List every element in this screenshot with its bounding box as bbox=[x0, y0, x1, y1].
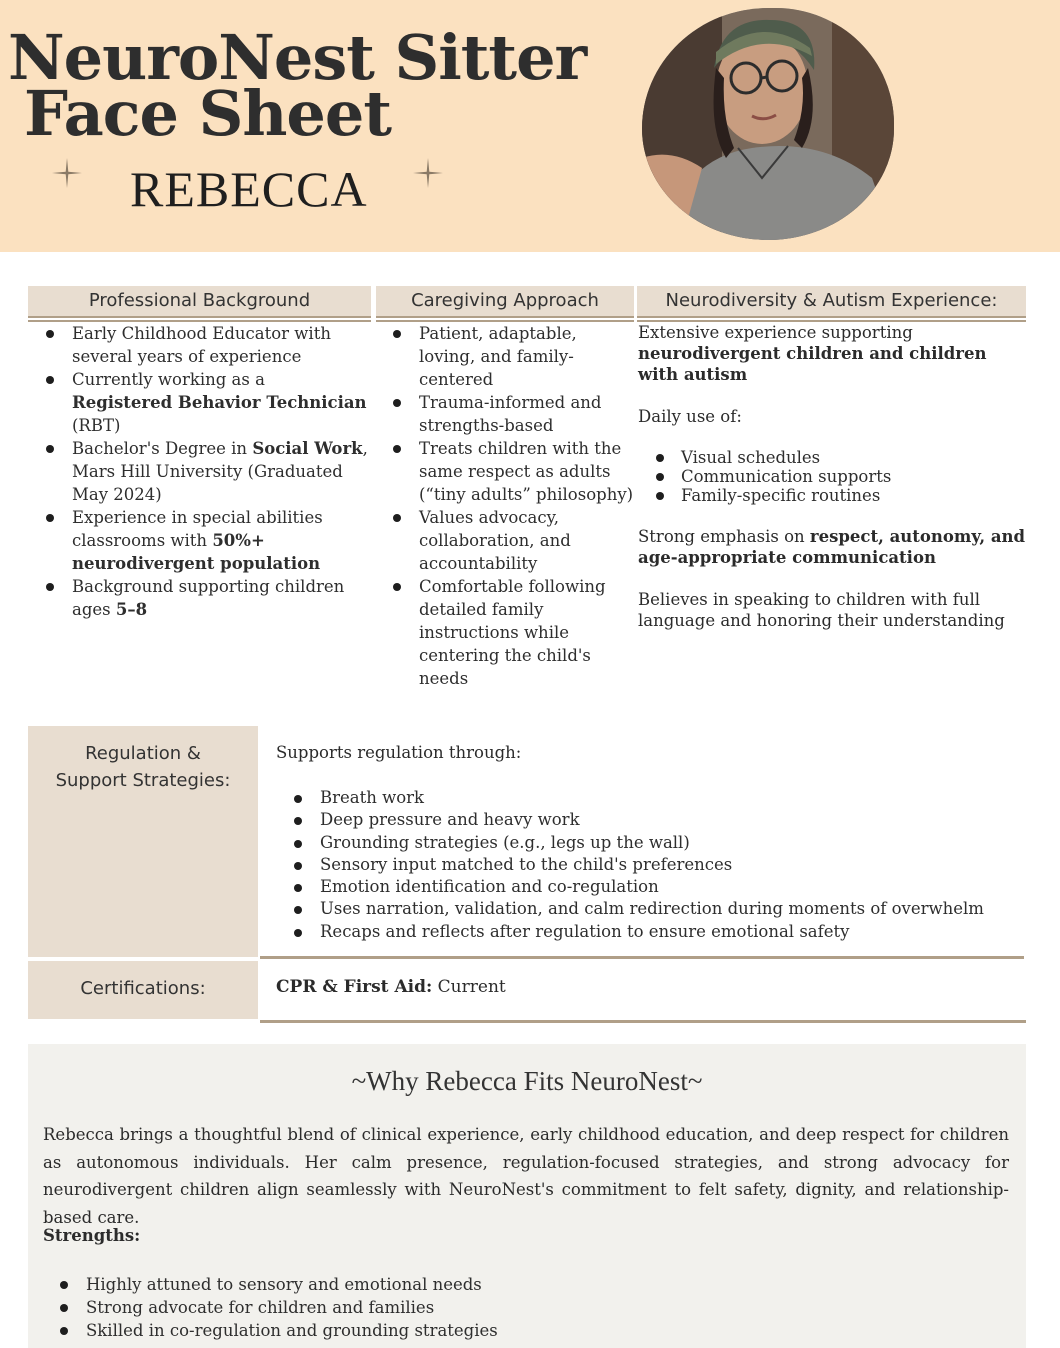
list-item: Early Childhood Educator with several years of experience bbox=[28, 322, 368, 368]
list-item: Patient, adaptable, loving, and family-centered bbox=[375, 322, 637, 391]
header-banner bbox=[0, 0, 1060, 252]
why-title: ~Why Rebecca Fits NeuroNest~ bbox=[351, 1066, 703, 1096]
regulation-intro: Supports regulation through: bbox=[276, 743, 522, 762]
emphasis-text: Strong emphasis on respect, autonomy, and age-appropriate communication bbox=[638, 527, 1026, 567]
sparkle-icon bbox=[413, 158, 443, 188]
title-line-1: NeuroNest Sitter bbox=[8, 21, 587, 94]
section-heading-neurodiversity: Neurodiversity & Autism Experience: bbox=[637, 286, 1026, 316]
regulation-section bbox=[276, 742, 1026, 943]
list-item: Emotion identification and co-regulation bbox=[276, 876, 1026, 898]
list-item: Communication supports bbox=[638, 467, 1030, 486]
professional-list bbox=[28, 322, 368, 621]
list-item: Treats children with the same respect as adults (“tiny adults” philosophy) bbox=[375, 437, 637, 506]
sitter-photo bbox=[642, 8, 894, 240]
divider bbox=[260, 956, 1024, 959]
caregiving-approach-section bbox=[375, 322, 637, 690]
list-item: Experience in special abilities classrooms with 50%+ neurodivergent population bbox=[28, 506, 368, 575]
neurodiversity-section bbox=[638, 322, 1030, 652]
list-item: Skilled in co-regulation and grounding strategies bbox=[43, 1319, 498, 1342]
daily-use-list bbox=[638, 448, 1030, 505]
list-item: Family-specific routines bbox=[638, 486, 1030, 505]
why-section bbox=[28, 1044, 1026, 1348]
certifications-label: Certifications: bbox=[28, 961, 258, 1019]
list-item: Background supporting children ages 5–8 bbox=[28, 575, 368, 621]
experience-intro: Extensive experience supporting neurodivergent children and children with autism bbox=[638, 323, 987, 384]
title-line-2: Face Sheet bbox=[24, 77, 391, 150]
list-item: Trauma-informed and strengths-based bbox=[375, 391, 637, 437]
list-item: Deep pressure and heavy work bbox=[276, 809, 1026, 831]
section-heading-professional: Professional Background bbox=[28, 286, 371, 316]
regulation-label: Regulation & Support Strategies: bbox=[28, 726, 258, 958]
professional-background-section bbox=[28, 322, 368, 621]
list-item: Grounding strategies (e.g., legs up the wall) bbox=[276, 832, 1026, 854]
sparkle-icon bbox=[52, 158, 82, 188]
why-paragraph: Rebecca brings a thoughtful blend of clinical experience, early childhood education, and deep respect for children as autonomous individuals. Her calm presence, regulation-focused strategies, and strong advocacy for neurodivergent children align seamlessly with NeuroNest's commitment to felt safety, dignity, and relationship-based care. bbox=[43, 1125, 1009, 1227]
page-title bbox=[8, 21, 587, 150]
list-item: Sensory input matched to the child's preferences bbox=[276, 854, 1026, 876]
belief-text: Believes in speaking to children with full language and honoring their understanding bbox=[638, 590, 1005, 630]
list-item: Breath work bbox=[276, 787, 1026, 809]
section-heading-caregiving: Caregiving Approach bbox=[376, 286, 634, 316]
regulation-list bbox=[276, 787, 1026, 943]
list-item: Visual schedules bbox=[638, 448, 1030, 467]
sitter-name: REBECCA bbox=[130, 161, 368, 217]
divider bbox=[260, 1020, 1026, 1023]
caregiving-list bbox=[375, 322, 637, 690]
list-item: Recaps and reflects after regulation to ensure emotional safety bbox=[276, 921, 1026, 943]
list-item: Comfortable following detailed family instructions while centering the child's needs bbox=[375, 575, 637, 690]
list-item: Bachelor's Degree in Social Work, Mars Hill University (Graduated May 2024) bbox=[28, 437, 368, 506]
strengths-label: Strengths: bbox=[43, 1226, 141, 1245]
list-item: Currently working as a Registered Behavior Technician (RBT) bbox=[28, 368, 368, 437]
list-item: Values advocacy, collaboration, and accountability bbox=[375, 506, 637, 575]
daily-use-label: Daily use of: bbox=[638, 407, 742, 426]
list-item: Highly attuned to sensory and emotional needs bbox=[43, 1273, 498, 1296]
list-item: Strong advocate for children and families bbox=[43, 1296, 498, 1319]
certifications-value: CPR & First Aid: Current bbox=[276, 977, 506, 997]
list-item: Uses narration, validation, and calm redirection during moments of overwhelm bbox=[276, 898, 1026, 920]
strengths-list bbox=[43, 1273, 498, 1342]
